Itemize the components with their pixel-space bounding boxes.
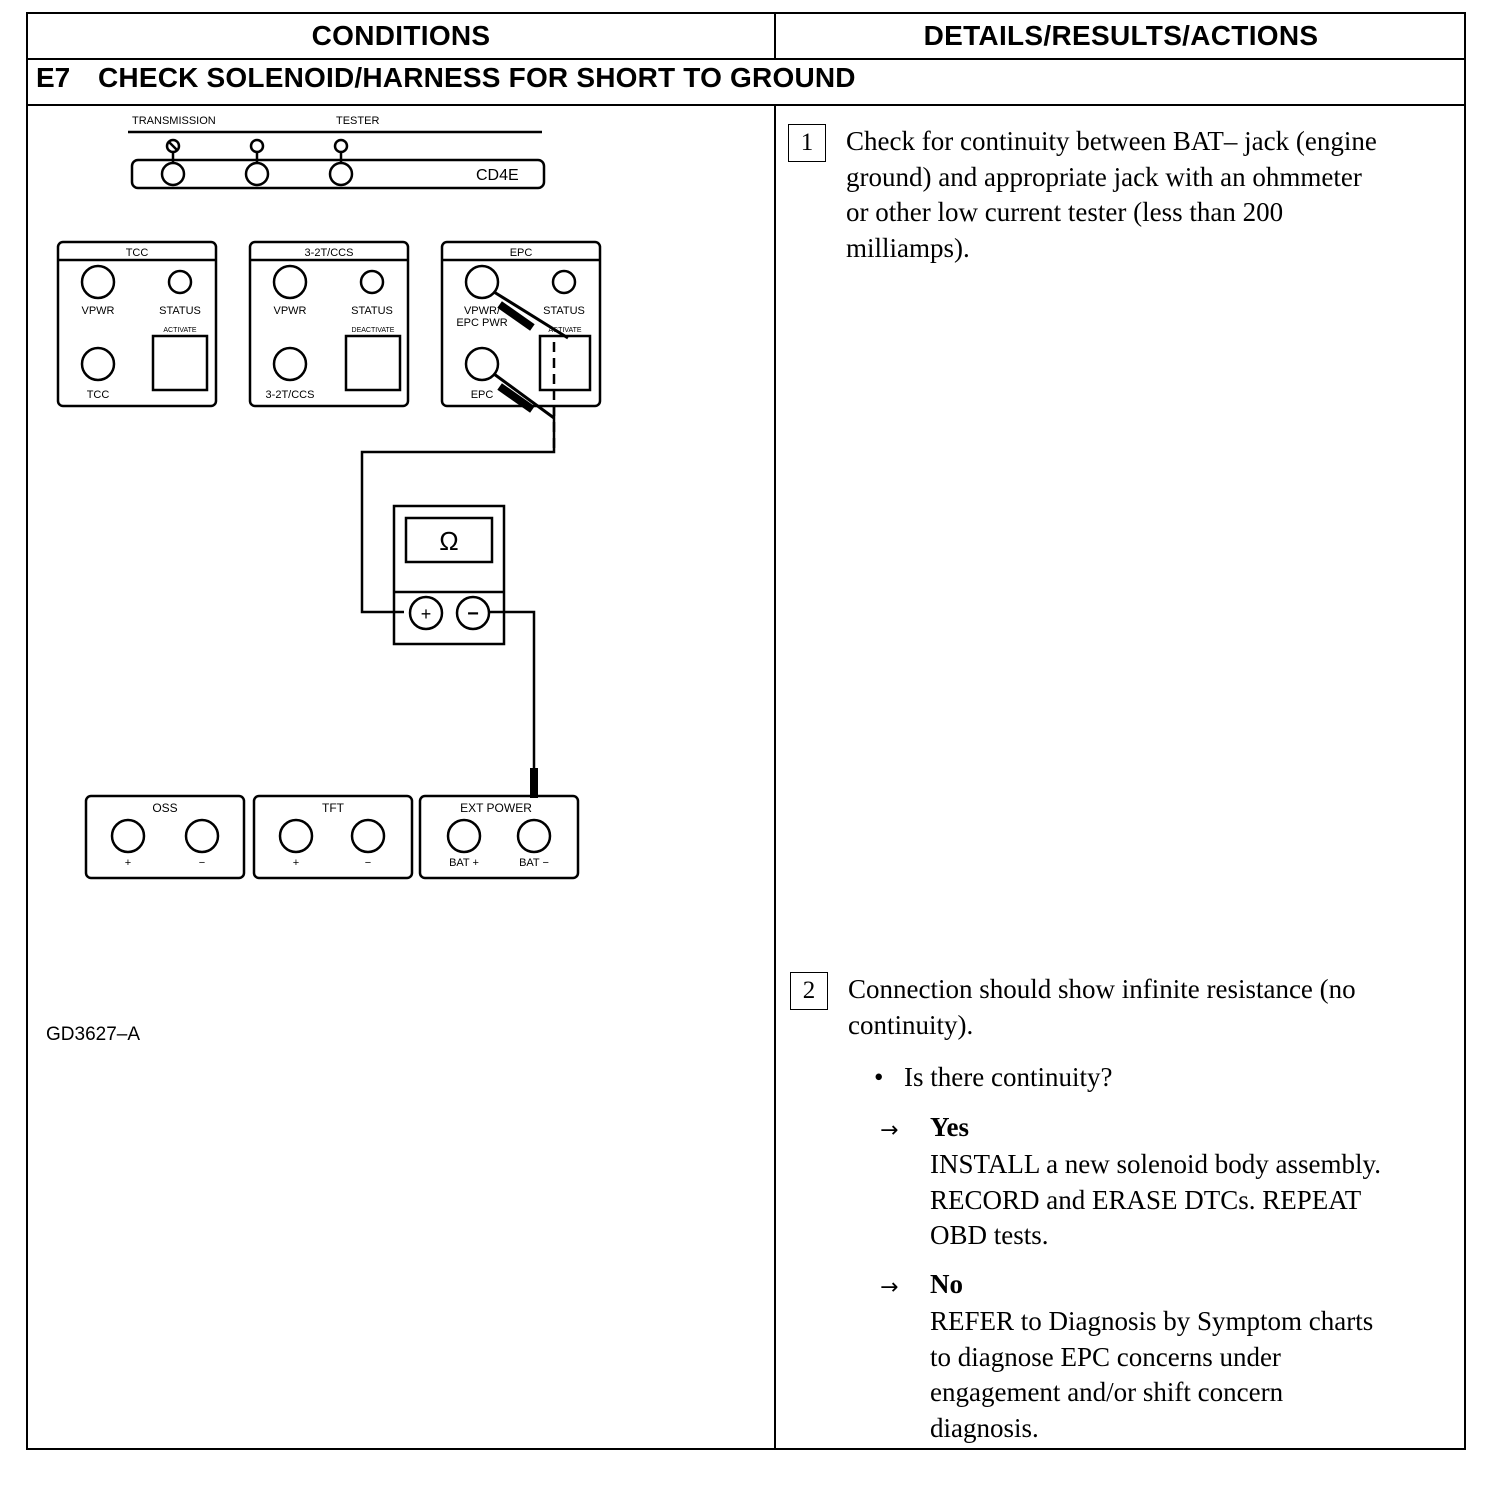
yes-arrow-icon: → — [880, 1118, 899, 1143]
step-1-line: Check for continuity between BAT– jack (engine — [846, 126, 1377, 156]
ccs-module — [250, 242, 408, 406]
tcc-status-led — [169, 271, 191, 293]
yes-action — [930, 1147, 1381, 1254]
epc-activate-label: ACTIVATE — [548, 327, 582, 334]
epc-vpwr-jack — [466, 266, 498, 298]
step-1-text — [846, 124, 1377, 266]
connector-pin-1 — [162, 163, 184, 185]
epc-status-label: STATUS — [543, 305, 585, 317]
indicator-3 — [335, 140, 347, 152]
tester-label: TESTER — [336, 115, 380, 127]
oss-plus-label: + — [124, 857, 132, 869]
yes-label: Yes — [930, 1112, 969, 1142]
wiring-diagram — [28, 106, 774, 1045]
epc-pwr-label: EPC PWR — [456, 317, 508, 329]
tft-title: TFT — [322, 801, 344, 815]
no-action — [930, 1304, 1373, 1446]
figure-id: GD3627–A — [46, 1024, 141, 1045]
ohm-symbol: Ω — [439, 526, 459, 556]
step-2-line: Connection should show infinite resistance (no — [848, 974, 1356, 1004]
connector-pin-3 — [330, 163, 352, 185]
step-1-line: ground) and appropriate jack with an ohmmeter — [846, 161, 1362, 192]
no-line: diagnosis. — [930, 1412, 1039, 1443]
no-line: REFER to Diagnosis by Symptom charts — [930, 1306, 1374, 1336]
step-1-line: or other low current tester (less than 200 — [846, 197, 1284, 227]
bat-plus-jack — [448, 820, 480, 852]
oss-title: OSS — [152, 801, 178, 815]
ccs-title: 3-2T/CCS — [304, 247, 354, 259]
diagram-svg — [28, 106, 774, 986]
yes-line: RECORD and ERASE DTCs. REPEAT — [930, 1184, 1362, 1215]
header-divider — [774, 14, 776, 58]
ccs-deactivate-label: DEACTIVATE — [351, 327, 395, 334]
ccs-status-label: STATUS — [351, 305, 393, 317]
no-line: to diagnose EPC concerns under — [930, 1341, 1281, 1372]
ccs-status-led — [361, 271, 383, 293]
question-bullet: • — [874, 1062, 884, 1092]
bat-minus-jack — [518, 820, 550, 852]
step-1-number: 1 — [788, 124, 826, 162]
tft-minus-jack — [352, 820, 384, 852]
tcc-title: TCC — [125, 247, 149, 259]
lead-positive — [362, 406, 554, 612]
bat-plus-label: BAT + — [449, 857, 479, 869]
table-header — [28, 14, 1464, 60]
no-label: No — [930, 1269, 963, 1299]
oss-minus-jack — [186, 820, 218, 852]
step-heading — [28, 58, 1464, 106]
bat-minus-label: BAT − — [519, 857, 549, 869]
epc-jack-label: EPC — [470, 389, 494, 401]
tft-plus-label: + — [292, 857, 300, 869]
ccs-deactivate-button — [346, 336, 400, 390]
epc-activate-button — [540, 336, 590, 390]
yes-line: INSTALL a new solenoid body assembly. — [930, 1149, 1382, 1179]
procedure-table — [26, 12, 1466, 1450]
meter-plus-label: + — [420, 604, 432, 624]
tft-minus-label: − — [364, 857, 372, 869]
transmission-label: TRANSMISSION — [132, 115, 216, 127]
step-1-line: milliamps). — [846, 232, 970, 263]
tcc-jack-label: TCC — [86, 389, 110, 401]
connector-label: CD4E — [476, 167, 519, 184]
yes-line: OBD tests. — [930, 1220, 1049, 1250]
ccs-jack-label: 3-2T/CCS — [265, 389, 315, 401]
ccs-vpwr-jack — [274, 266, 306, 298]
tft-plus-jack — [280, 820, 312, 852]
question-text: Is there continuity? — [904, 1062, 1113, 1092]
step-2-number: 2 — [790, 972, 828, 1010]
probe-tip-3 — [530, 768, 538, 798]
connector-pin-2 — [246, 163, 268, 185]
ext-power-title: EXT POWER — [460, 801, 532, 815]
no-line: engagement and/or shift concern — [930, 1377, 1284, 1407]
tcc-status-label: STATUS — [159, 305, 201, 317]
tcc-vpwr-jack — [82, 266, 114, 298]
tcc-module — [58, 242, 216, 406]
epc-status-led — [553, 271, 575, 293]
epc-title: EPC — [509, 247, 533, 259]
lead-negative — [489, 612, 534, 778]
conditions-header: CONDITIONS — [311, 20, 491, 51]
column-divider — [774, 106, 776, 1450]
step-code: E7 — [36, 62, 71, 93]
tcc-activate-button — [153, 336, 207, 390]
tcc-jack — [82, 348, 114, 380]
tcc-activate-label: ACTIVATE — [163, 327, 197, 334]
oss-minus-label: − — [198, 857, 206, 869]
ccs-jack — [274, 348, 306, 380]
epc-vpwr-label: VPWR/ — [463, 305, 501, 317]
no-arrow-icon: → — [880, 1275, 899, 1300]
step-2-line: continuity). — [848, 1009, 974, 1040]
ccs-vpwr-label: VPWR — [273, 305, 307, 317]
meter-minus-label: − — [467, 603, 479, 625]
oss-plus-jack — [112, 820, 144, 852]
indicator-2 — [251, 140, 263, 152]
step-2-text — [848, 972, 1356, 1043]
details-header: DETAILS/RESULTS/ACTIONS — [923, 20, 1319, 51]
tcc-vpwr-label: VPWR — [81, 305, 115, 317]
step-title: CHECK SOLENOID/HARNESS FOR SHORT TO GROUND — [98, 62, 856, 93]
